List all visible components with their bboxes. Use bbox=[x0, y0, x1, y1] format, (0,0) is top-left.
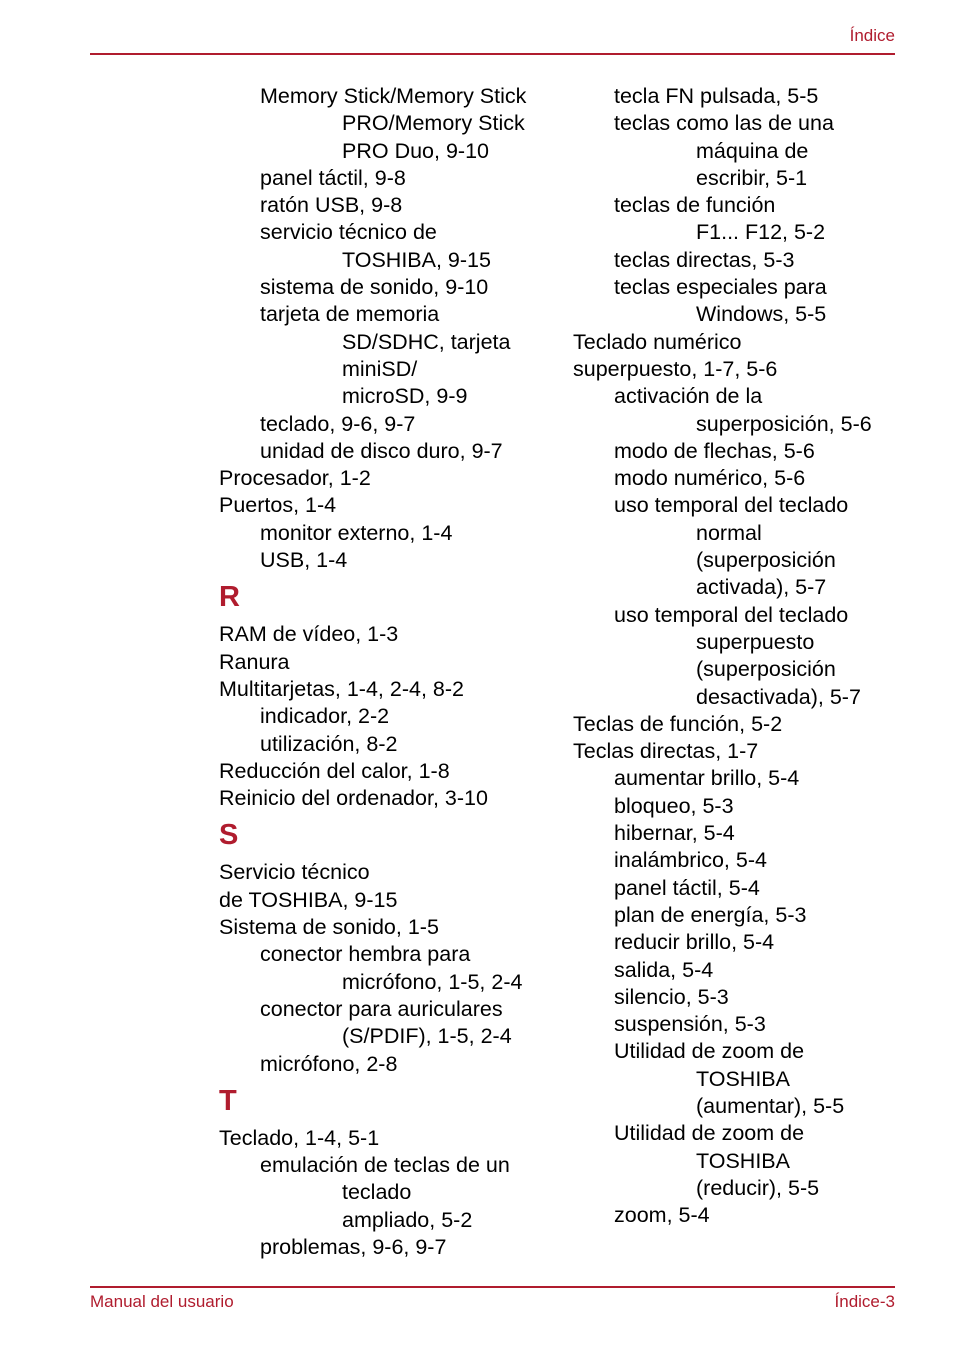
index-column-right bbox=[573, 83, 903, 1229]
index-subentry: (superposición bbox=[696, 657, 836, 682]
index-entry: Sistema de sonido, 1-5 bbox=[219, 915, 439, 940]
index-subentry: salida, 5-4 bbox=[614, 957, 714, 982]
page-header-title: Índice bbox=[849, 26, 895, 45]
index-subentry: activada), 5-7 bbox=[696, 575, 827, 600]
index-subentry: superpuesto bbox=[696, 629, 815, 654]
index-subentry: suspensión, 5-3 bbox=[614, 1012, 766, 1037]
index-subentry: ratón USB, 9-8 bbox=[260, 193, 403, 218]
index-subentry: TOSHIBA bbox=[696, 1066, 790, 1091]
index-column-left bbox=[219, 83, 549, 1261]
index-subentry: servicio técnico de bbox=[260, 220, 437, 245]
index-subentry: problemas, 9-6, 9-7 bbox=[260, 1234, 447, 1259]
index-subentry: zoom, 5-4 bbox=[614, 1203, 710, 1228]
index-subentry: tarjeta de memoria bbox=[260, 302, 440, 327]
index-subentry: teclas de función bbox=[614, 193, 776, 218]
index-subentry: inalámbrico, 5-4 bbox=[614, 848, 767, 873]
index-subentry: indicador, 2-2 bbox=[260, 704, 390, 729]
index-subentry: hibernar, 5-4 bbox=[614, 821, 735, 846]
index-subentry: Windows, 5-5 bbox=[696, 302, 827, 327]
index-entry: superpuesto, 1-7, 5-6 bbox=[573, 356, 778, 381]
footer-manual-title: Manual del usuario bbox=[90, 1292, 234, 1311]
index-subentry: teclas especiales para bbox=[614, 275, 827, 300]
index-subentry: miniSD/ bbox=[342, 356, 418, 381]
index-subentry: monitor externo, 1-4 bbox=[260, 520, 453, 545]
index-subentry: normal bbox=[696, 520, 762, 545]
index-subentry: Utilidad de zoom de bbox=[614, 1121, 805, 1146]
index-subentry: superposición, 5-6 bbox=[696, 411, 872, 436]
index-subentry: uso temporal del teclado bbox=[614, 602, 849, 627]
index-entry: Reinicio del ordenador, 3-10 bbox=[219, 786, 488, 811]
index-subentry: micrófono, 2-8 bbox=[260, 1051, 398, 1076]
index-subentry: emulación de teclas de un bbox=[260, 1153, 510, 1178]
index-subentry: uso temporal del teclado bbox=[614, 493, 849, 518]
index-subentry: ampliado, 5-2 bbox=[342, 1207, 473, 1232]
footer-page-number: Índice-3 bbox=[834, 1292, 895, 1311]
index-subentry: TOSHIBA, 9-15 bbox=[342, 247, 491, 272]
index-subentry: teclas directas, 5-3 bbox=[614, 247, 795, 272]
index-subentry: aumentar brillo, 5-4 bbox=[614, 766, 800, 791]
index-section-letter: T bbox=[219, 1084, 237, 1117]
index-subentry: PRO Duo, 9-10 bbox=[342, 138, 489, 163]
index-subentry: TOSHIBA bbox=[696, 1148, 790, 1173]
index-entry: Teclado numérico bbox=[573, 329, 742, 354]
index-entry: Puertos, 1-4 bbox=[219, 493, 337, 518]
index-entry: de TOSHIBA, 9-15 bbox=[219, 887, 398, 912]
index-entry: Reducción del calor, 1-8 bbox=[219, 758, 450, 783]
index-subentry: Memory Stick/Memory Stick bbox=[260, 84, 527, 108]
index-subentry: USB, 1-4 bbox=[260, 548, 348, 573]
index-subentry: conector hembra para bbox=[260, 942, 471, 967]
index-entry: Teclado, 1-4, 5-1 bbox=[219, 1125, 380, 1150]
index-entry: Multitarjetas, 1-4, 2-4, 8-2 bbox=[219, 676, 464, 701]
index-subentry: tecla FN pulsada, 5-5 bbox=[614, 84, 819, 108]
index-subentry: microSD, 9-9 bbox=[342, 384, 468, 409]
index-entry: Teclas de función, 5-2 bbox=[573, 711, 783, 736]
index-subentry: panel táctil, 9-8 bbox=[260, 165, 406, 190]
index-subentry: Utilidad de zoom de bbox=[614, 1039, 805, 1064]
index-section-letter: R bbox=[219, 581, 240, 614]
index-subentry: teclado, 9-6, 9-7 bbox=[260, 411, 416, 436]
footer-rule bbox=[90, 1286, 895, 1288]
index-subentry: (aumentar), 5-5 bbox=[696, 1093, 845, 1118]
index-subentry: bloqueo, 5-3 bbox=[614, 793, 734, 818]
index-subentry: modo de flechas, 5-6 bbox=[614, 438, 815, 463]
index-subentry: panel táctil, 5-4 bbox=[614, 875, 760, 900]
index-subentry: modo numérico, 5-6 bbox=[614, 466, 806, 491]
index-subentry: teclado bbox=[342, 1180, 412, 1205]
index-section-letter: S bbox=[219, 819, 239, 852]
index-subentry: unidad de disco duro, 9-7 bbox=[260, 438, 503, 463]
index-entry: Teclas directas, 1-7 bbox=[573, 739, 759, 764]
index-subentry: desactivada), 5-7 bbox=[696, 684, 861, 709]
index-subentry: escribir, 5-1 bbox=[696, 165, 808, 190]
index-subentry: silencio, 5-3 bbox=[614, 984, 729, 1009]
index-subentry: reducir brillo, 5-4 bbox=[614, 930, 775, 955]
index-entry: Servicio técnico bbox=[219, 860, 370, 885]
index-subentry: utilización, 8-2 bbox=[260, 731, 398, 756]
index-subentry: micrófono, 1-5, 2-4 bbox=[342, 969, 523, 994]
header-rule bbox=[90, 53, 895, 55]
index-subentry: (superposición bbox=[696, 548, 836, 573]
index-entry: RAM de vídeo, 1-3 bbox=[219, 622, 399, 647]
index-subentry: conector para auriculares bbox=[260, 996, 503, 1021]
index-subentry: plan de energía, 5-3 bbox=[614, 902, 807, 927]
index-subentry: (S/PDIF), 1-5, 2-4 bbox=[342, 1024, 512, 1049]
index-subentry: máquina de bbox=[696, 138, 809, 163]
index-subentry: SD/SDHC, tarjeta bbox=[342, 329, 511, 354]
index-subentry: activación de la bbox=[614, 384, 763, 409]
index-subentry: F1... F12, 5-2 bbox=[696, 220, 826, 245]
index-subentry: (reducir), 5-5 bbox=[696, 1175, 820, 1200]
index-subentry: teclas como las de una bbox=[614, 111, 834, 136]
index-entry: Ranura bbox=[219, 649, 290, 674]
index-entry: Procesador, 1-2 bbox=[219, 466, 371, 491]
index-subentry: PRO/Memory Stick bbox=[342, 111, 525, 136]
index-subentry: sistema de sonido, 9-10 bbox=[260, 275, 489, 300]
